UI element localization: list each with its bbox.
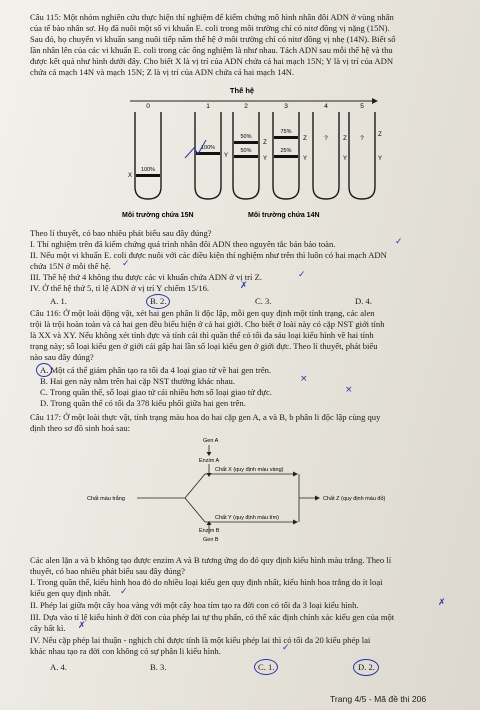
band-position-label: Z (303, 136, 307, 142)
answer-circle (353, 659, 379, 676)
check-mark: ✓ (395, 237, 403, 247)
statement-line: III. Dựa vào tỉ lệ kiểu hình ở đời con của phép lai tự thụ phấn, có thể xác định chính xác kiểu gen của một (30, 612, 395, 622)
statement-line: kiểu gen quy định nhất. (30, 588, 111, 598)
option-a[interactable]: A. 4. (50, 662, 67, 672)
page-footer: Trang 4/5 - Mã đề thi 206 (330, 694, 427, 704)
band-position-label: Y (302, 156, 308, 162)
enzyme-b-label: Enzim B (199, 528, 220, 534)
statement-line: Các alen lặn a và b không tạo được enzim A và B tương ứng do đó quy định kiểu hình màu trắng. Theo lí (30, 555, 392, 565)
statement-line: I. Thí nghiệm trên đã kiểm chứng quá trình nhân đôi ADN theo nguyên tắc bán bảo toàn. (30, 239, 336, 249)
statement-line: thuyết, có bao nhiêu phát biểu sau đây đúng? (30, 566, 185, 576)
band-position-label: X (127, 173, 133, 179)
band-position-label: Z (343, 136, 347, 142)
q116-answer-a[interactable]: A. Một cá thể giảm phân tạo ra tối đa 4 loại giao tử về hai gen trên. (40, 365, 272, 375)
generation-label: 4 (324, 103, 328, 110)
check-mark: ✓ (122, 259, 130, 269)
band-position-label: Y (342, 156, 348, 162)
statement-line: II. Nếu một vi khuẩn E. coli được nuôi với các điều kiện thí nghiệm như trên thì luôn có hai mạch ADN (30, 250, 387, 260)
q115-line: được kết quả như hình dưới đây. Cho biết X là vị trí của ADN chứa cả hai mạch 15N; Y là vị trí của ADN (30, 56, 394, 66)
generation-label: 2 (244, 103, 248, 110)
dna-band (196, 152, 220, 155)
band-position-label: Y (262, 156, 268, 162)
substance-x: Chất X (quy định màu vàng) (215, 467, 284, 473)
q115-line: Sau đó, họ chuyển vi khuẩn sang nuôi tiếp năm thế hệ ở môi trường chỉ có nitơ đồng vị nhẹ (14N). Biết số (30, 34, 396, 44)
option-a[interactable]: A. 1. (50, 296, 67, 306)
q115-line: lần nhân lên của các vi khuẩn E. coli trong các ống nghiệm là như nhau. Tách ADN sau mỗi thế hệ và thu (30, 45, 393, 55)
q116-line: là XX và XY. Nếu không xét tính đực và tính cái thì quần thể có tối đa sáu loại kiểu hình về hai tính (30, 330, 374, 340)
q116-line: trội là trội hoàn toàn và cả hai gen đều biểu hiện ở cả hai giới. Cho biết ở loài này có cặp NST giới tính (30, 319, 385, 329)
q116-line: trạng này; số loại kiểu gen ở giới cái gấp hai lần số loại kiểu gen ở giới đực. Theo lí thuyết, phát biểu (30, 341, 378, 351)
q116-answer-d[interactable]: D. Trong quần thể có tối đa 378 kiểu phối giữa hai gen trên. (40, 398, 246, 408)
q116-line: nào sau đây đúng? (30, 352, 94, 362)
q116-answer-c[interactable]: C. Trong quần thể, số loại giao tử cái nhiều hơn số loại giao tử đực. (40, 387, 272, 397)
statement-line: Theo lí thuyết, có bao nhiêu phát biểu sau đây đúng? (30, 228, 212, 238)
unknown-band: ? (360, 136, 364, 142)
q115-line: của tế bào nhân sơ. Họ đã nuôi một số vi khuẩn E. coli trong môi trường chỉ có nitơ đồng vị nặng (15N). (30, 23, 390, 33)
statement-line: chứa 15N ở mỗi thế hệ. (30, 261, 111, 271)
dna-band (274, 136, 298, 139)
dna-band (274, 155, 298, 158)
check-mark: ✓ (282, 643, 290, 653)
generation-label: 5 (360, 103, 364, 110)
option-c[interactable]: C. 3. (255, 296, 272, 306)
test-tube (195, 112, 221, 199)
pathway-diagram (85, 434, 435, 542)
statement-line: III. Thế hệ thứ 4 không thu được các vi khuẩn chứa ADN ở vị trí Z. (30, 272, 262, 282)
check-mark: ✓ (298, 270, 306, 280)
band-percent: 50% (240, 134, 252, 140)
tube-figure (90, 84, 400, 224)
check-mark: ✓ (120, 587, 128, 597)
unknown-band: ? (324, 136, 328, 142)
dna-band (234, 155, 258, 158)
option-b[interactable]: B. 3. (150, 662, 167, 672)
option-b[interactable]: B. 2. (150, 296, 167, 306)
q117-line: định theo sơ đồ sinh hoá sau: (30, 423, 131, 433)
q115-line: chứa cả mạch 14N và mạch 15N; Z là vị trí của ADN chứa cả hai mạch 14N. (30, 67, 295, 77)
cross-mark: × (300, 374, 308, 384)
band-position-label: Z (378, 132, 382, 138)
caption-15n: Môi trường chứa 15N (122, 212, 194, 219)
test-tube (313, 112, 339, 199)
q116-answer-b[interactable]: B. Hai gen này nằm trên hai cặp NST thường khác nhau. (40, 376, 235, 386)
figure-header: Thế hệ (229, 86, 255, 95)
band-percent: 75% (280, 129, 292, 135)
statement-line: IV. Ở thế hệ thứ 5, tỉ lệ ADN ở vị trí Y chiếm 15/16. (30, 283, 210, 293)
substance-z: Chất Z (quy định màu đỏ) (323, 496, 386, 502)
test-tube (349, 112, 375, 199)
start-substance: Chất màu trắng (87, 496, 125, 502)
statement-line: II. Phép lai giữa một cây hoa vàng với một cây hoa tím tạo ra đời con có tối đa 3 loại kiểu hình. (30, 600, 359, 610)
band-position-label: Y (377, 156, 383, 162)
band-position-label: Y (223, 153, 229, 159)
band-percent: 50% (240, 148, 252, 154)
band-percent: 100% (140, 167, 156, 173)
q116-line: Câu 116: Ở một loài động vật, xét hai gen phân li độc lập, mỗi gen quy định một tính trạng, các alen (30, 308, 375, 318)
generation-label: 0 (146, 103, 150, 110)
option-d[interactable]: D. 2. (358, 662, 375, 672)
option-c[interactable]: C. 1. (258, 662, 275, 672)
caption-14n: Môi trường chứa 14N (248, 212, 320, 219)
band-position-label: Z (263, 140, 267, 146)
band-percent: 25% (280, 148, 292, 154)
test-tube (135, 112, 161, 199)
statement-line: I. Trong quần thể, kiểu hình hoa đỏ do nhiều loại kiểu gen quy định nhất, kiểu hình hoa trắng do ít loại (30, 577, 383, 587)
band-percent: 100% (200, 145, 216, 151)
answer-circle (254, 659, 278, 675)
cross-mark: ✗ (78, 621, 86, 631)
q115-line: Câu 115: Một nhóm nghiên cứu thực hiện thí nghiệm để kiểm chứng mô hình nhân đôi ADN ở vùng nhân (30, 12, 394, 22)
substance-y: Chất Y (quy định màu tím) (215, 515, 279, 521)
dna-band (136, 174, 160, 177)
gene-b-label: Gen B (203, 537, 219, 542)
cross-mark: ✗ (240, 281, 248, 291)
cross-mark: × (345, 385, 353, 395)
statement-line: IV. Nếu cặp phép lai thuận - nghịch chỉ được tính là một kiểu phép lai thì có tối đa 20 kiểu phép lai (30, 635, 371, 645)
enzyme-a-label: Enzim A (199, 458, 220, 464)
generation-label: 3 (284, 103, 288, 110)
dna-band (234, 141, 258, 144)
generation-label: 1 (206, 103, 210, 110)
statement-line: cây bất kì. (30, 623, 66, 633)
cross-mark: ✗ (438, 598, 446, 608)
gene-a-label: Gen A (203, 438, 219, 444)
q117-line: Câu 117: Ở một loài thực vật, tính trạng màu hoa do hai cặp gen A, a và B, b phân li độc lập cùng quy (30, 412, 381, 422)
answer-circle (146, 294, 170, 309)
option-d[interactable]: D. 4. (355, 296, 372, 306)
statement-line: khác nhau tạo ra đời con không có sự phân li kiểu hình. (30, 646, 221, 656)
answer-circle (36, 363, 52, 377)
